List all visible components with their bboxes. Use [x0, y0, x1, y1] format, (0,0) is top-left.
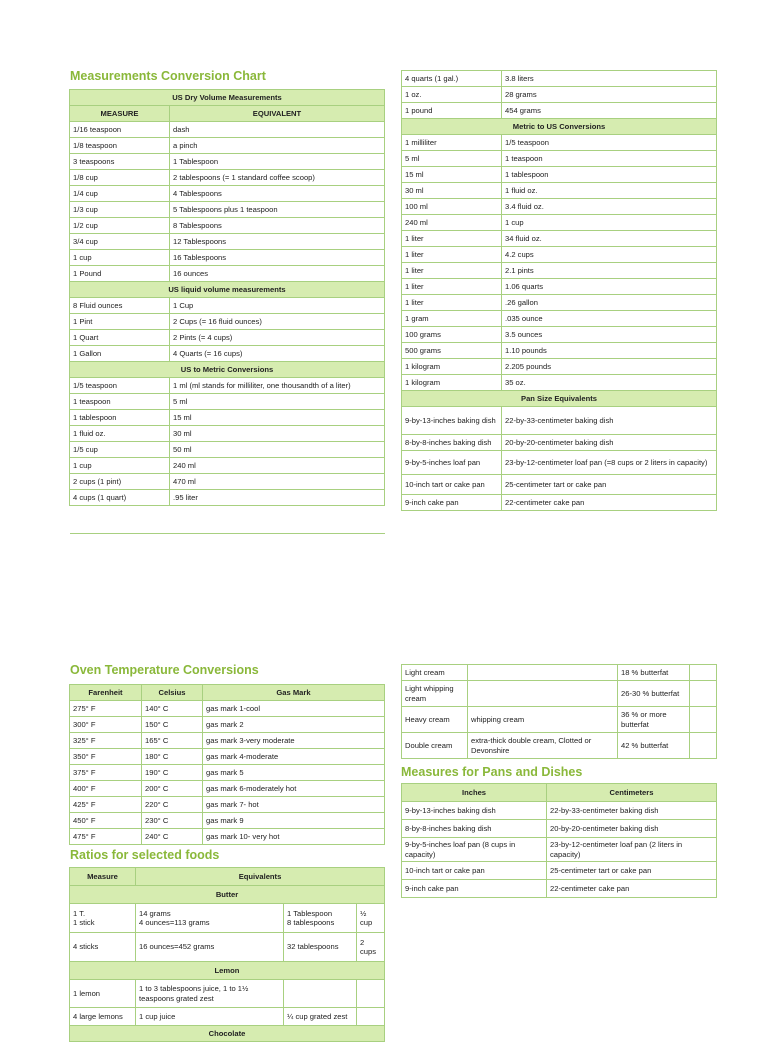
section-divider [70, 533, 385, 534]
table-cell: 20-by-20-centimeter baking dish [547, 820, 717, 838]
table-cell: 35 oz. [502, 375, 717, 391]
table-row [402, 135, 717, 151]
table-row [70, 170, 385, 186]
table-cell: 15 ml [170, 410, 385, 426]
table-cell: 1 liter [402, 263, 502, 279]
table-cell: 1/5 cup [70, 442, 170, 458]
table-cell: Heavy cream [402, 707, 468, 733]
table-cell: 2 Pints (= 4 cups) [170, 330, 385, 346]
table-cell: 1 ml (ml stands for milliliter, one thousandth of a liter) [170, 378, 385, 394]
table-cell: 454 grams [502, 103, 717, 119]
table-row [402, 71, 717, 87]
table-row [402, 733, 717, 759]
pans-table [401, 783, 717, 898]
table-cell: 1 teaspoon [70, 394, 170, 410]
table-cell: 5 Tablespoons plus 1 teaspoon [170, 202, 385, 218]
table-row [70, 781, 385, 797]
table-row [70, 717, 385, 733]
table-cell: gas mark 9 [203, 813, 385, 829]
dry-volume-heading: US Dry Volume Measurements [70, 90, 385, 106]
table-cell: 1 kilogram [402, 375, 502, 391]
table-cell: gas mark 5 [203, 765, 385, 781]
oven-title: Oven Temperature Conversions [70, 663, 259, 677]
pans-rows [402, 802, 717, 898]
table-cell: 240° C [142, 829, 203, 845]
table-cell: 9-by-13-inches baking dish [402, 407, 502, 435]
table-cell: 140° C [142, 701, 203, 717]
table-cell: 1/2 cup [70, 218, 170, 234]
table-cell: 1 cup juice [136, 1008, 284, 1026]
table-cell: .95 liter [170, 490, 385, 506]
table-cell: 275° F [70, 701, 142, 717]
ratios-table [69, 867, 385, 1042]
table-cell: 1 fluid oz. [70, 426, 170, 442]
table-row [70, 250, 385, 266]
table-cell: 22-centimeter cake pan [502, 495, 717, 511]
table-cell: 1 gram [402, 311, 502, 327]
table-row [402, 820, 717, 838]
table-cell: 1/5 teaspoon [70, 378, 170, 394]
table-cell: gas mark 2 [203, 717, 385, 733]
table-cell: 2 cups (1 pint) [70, 474, 170, 490]
table-row [402, 311, 717, 327]
table-cell: 30 ml [402, 183, 502, 199]
table-row [70, 298, 385, 314]
table-row [70, 490, 385, 506]
oven-table [69, 684, 385, 845]
table-cell: 8-by-8-inches baking dish [402, 435, 502, 451]
table-row [402, 359, 717, 375]
table-cell: 4 cups (1 quart) [70, 490, 170, 506]
table-cell: 4 Tablespoons [170, 186, 385, 202]
table-cell: 475° F [70, 829, 142, 845]
table-cell: 2.205 pounds [502, 359, 717, 375]
table-cell: whipping cream [468, 707, 618, 733]
table-cell: Light whipping cream [402, 681, 468, 707]
table-row [402, 87, 717, 103]
table-cell [690, 681, 717, 707]
table-cell: 32 tablespoons [284, 933, 357, 962]
table-cell: a pinch [170, 138, 385, 154]
lemon-heading: Lemon [70, 962, 385, 980]
table-cell: 1 oz. [402, 87, 502, 103]
table-row [70, 749, 385, 765]
table-row [70, 426, 385, 442]
table-cell: 1.10 pounds [502, 343, 717, 359]
table-row [70, 797, 385, 813]
table-cell: 1 liter [402, 231, 502, 247]
table-cell: Double cream [402, 733, 468, 759]
table-cell: 1 kilogram [402, 359, 502, 375]
chocolate-heading: Chocolate [70, 1026, 385, 1042]
table-cell: 36 % or more butterfat [618, 707, 690, 733]
table-cell: 470 ml [170, 474, 385, 490]
table-cell: 22-by-33-centimeter baking dish [502, 407, 717, 435]
table-row [70, 458, 385, 474]
table-row [402, 231, 717, 247]
pan-size-rows [402, 407, 717, 511]
table-cell: 350° F [70, 749, 142, 765]
table-cell: extra-thick double cream, Clotted or Devonshire [468, 733, 618, 759]
table-row [402, 263, 717, 279]
table-row [70, 829, 385, 845]
table-row [70, 733, 385, 749]
table-cell: 230° C [142, 813, 203, 829]
table-cell: 1 Quart [70, 330, 170, 346]
table-cell: 1 Gallon [70, 346, 170, 362]
table-cell: 1/3 cup [70, 202, 170, 218]
oven-rows [70, 701, 385, 845]
table-cell: 3.5 ounces [502, 327, 717, 343]
table-cell: 1/5 teaspoon [502, 135, 717, 151]
table-row [402, 327, 717, 343]
table-cell: 4 sticks [70, 933, 136, 962]
table-cell: 300° F [70, 717, 142, 733]
table-row [402, 435, 717, 451]
table-row [70, 218, 385, 234]
ratio-equivalents-header: Equivalents [136, 868, 385, 886]
conversion-chart-title: Measurements Conversion Chart [70, 69, 266, 83]
dry-volume-rows [70, 122, 385, 282]
gas-mark-header: Gas Mark [203, 685, 385, 701]
table-cell: 1 Pint [70, 314, 170, 330]
table-cell: 240 ml [402, 215, 502, 231]
table-row [402, 167, 717, 183]
table-row [70, 474, 385, 490]
table-cell: 1/8 cup [70, 170, 170, 186]
butter-rows [70, 904, 385, 962]
table-row [402, 215, 717, 231]
table-cell: 375° F [70, 765, 142, 781]
table-cell: 10-inch tart or cake pan [402, 862, 547, 880]
table-cell: 180° C [142, 749, 203, 765]
table-cell: 190° C [142, 765, 203, 781]
table-row [70, 186, 385, 202]
equivalent-header: EQUIVALENT [170, 106, 385, 122]
table-row [70, 266, 385, 282]
centimeters-header: Centimeters [547, 784, 717, 802]
table-row [70, 346, 385, 362]
table-cell: 5 ml [402, 151, 502, 167]
table-row [402, 407, 717, 435]
table-cell: 2 tablespoons (= 1 standard coffee scoop) [170, 170, 385, 186]
table-row [402, 880, 717, 898]
table-row [70, 813, 385, 829]
table-cell: 1/4 cup [70, 186, 170, 202]
table-cell: 14 grams 4 ounces=113 grams [136, 904, 284, 933]
table-cell: 15 ml [402, 167, 502, 183]
metric-to-us-heading: Metric to US Conversions [402, 119, 717, 135]
table-cell: 1/16 teaspoon [70, 122, 170, 138]
table-cell: 22-by-33-centimeter baking dish [547, 802, 717, 820]
table-row [402, 103, 717, 119]
table-cell: 1 teaspoon [502, 151, 717, 167]
table-cell: 10-inch tart or cake pan [402, 475, 502, 495]
table-cell: 1 cup [70, 250, 170, 266]
table-row [70, 904, 385, 933]
table-row [402, 199, 717, 215]
table-row [70, 394, 385, 410]
table-cell: 42 % butterfat [618, 733, 690, 759]
table-cell: 3/4 cup [70, 234, 170, 250]
table-cell: gas mark 4-moderate [203, 749, 385, 765]
table-cell: 16 ounces [170, 266, 385, 282]
table-cell: 200° C [142, 781, 203, 797]
table-row [70, 980, 385, 1008]
table-cell: 1 to 3 tablespoons juice, 1 to 1½ teaspoons grated zest [136, 980, 284, 1008]
table-row [402, 183, 717, 199]
table-cell: 1 liter [402, 295, 502, 311]
table-cell: gas mark 6-moderately hot [203, 781, 385, 797]
table-row [70, 202, 385, 218]
table-cell: Light cream [402, 665, 468, 681]
table-row [70, 933, 385, 962]
us-to-metric-rows [70, 378, 385, 506]
table-cell: 100 grams [402, 327, 502, 343]
table-cell: gas mark 10- very hot [203, 829, 385, 845]
celsius-header: Celsius [142, 685, 203, 701]
table-cell: 1 cup [70, 458, 170, 474]
table-cell: 9-by-5-inches loaf pan [402, 451, 502, 475]
table-cell: 3.4 fluid oz. [502, 199, 717, 215]
table-row [402, 862, 717, 880]
table-row [402, 475, 717, 495]
table-cell [284, 980, 357, 1008]
table-cell: 1 Tablespoon 8 tablespoons [284, 904, 357, 933]
table-cell: 4 large lemons [70, 1008, 136, 1026]
table-row [402, 665, 717, 681]
table-row [70, 314, 385, 330]
table-cell: 23-by-12-centimeter loaf pan (2 liters in capacity) [547, 838, 717, 862]
table-cell: 16 ounces=452 grams [136, 933, 284, 962]
table-cell: .26 gallon [502, 295, 717, 311]
table-row [70, 330, 385, 346]
table-cell: 1 milliliter [402, 135, 502, 151]
table-row [70, 154, 385, 170]
table-cell: 1 tablespoon [502, 167, 717, 183]
table-cell: 1 lemon [70, 980, 136, 1008]
table-row [70, 701, 385, 717]
table-cell [468, 681, 618, 707]
table-cell: 1 liter [402, 247, 502, 263]
table-cell: 240 ml [170, 458, 385, 474]
table-cell: 1 pound [402, 103, 502, 119]
table-cell: 8 Tablespoons [170, 218, 385, 234]
table-cell: 4 Quarts (= 16 cups) [170, 346, 385, 362]
table-cell: 3 teaspoons [70, 154, 170, 170]
table-cell: ¼ cup grated zest [284, 1008, 357, 1026]
ratios-title: Ratios for selected foods [70, 848, 220, 862]
table-cell: 9-inch cake pan [402, 880, 547, 898]
table-row [402, 247, 717, 263]
table-row [402, 151, 717, 167]
table-cell [690, 733, 717, 759]
metric-to-us-rows [402, 135, 717, 391]
table-row [402, 279, 717, 295]
liquid-volume-rows [70, 298, 385, 362]
weight-rows [402, 71, 717, 119]
table-cell: 4 quarts (1 gal.) [402, 71, 502, 87]
table-cell: 325° F [70, 733, 142, 749]
table-cell: 28 grams [502, 87, 717, 103]
table-cell: 50 ml [170, 442, 385, 458]
table-cell: 1 Tablespoon [170, 154, 385, 170]
table-cell: 1/8 teaspoon [70, 138, 170, 154]
table-row [70, 410, 385, 426]
table-cell [357, 980, 385, 1008]
table-cell [357, 1008, 385, 1026]
conversion-table [69, 89, 385, 506]
butter-heading: Butter [70, 886, 385, 904]
cream-table [401, 664, 717, 759]
liquid-volume-heading: US liquid volume measurements [70, 282, 385, 298]
table-row [402, 451, 717, 475]
table-cell: 2 cups [357, 933, 385, 962]
table-cell: 22-centimeter cake pan [547, 880, 717, 898]
table-cell: gas mark 3-very moderate [203, 733, 385, 749]
table-cell: 8 Fluid ounces [70, 298, 170, 314]
table-cell: 3.8 liters [502, 71, 717, 87]
table-cell: 1 liter [402, 279, 502, 295]
table-cell: .035 ounce [502, 311, 717, 327]
table-row [70, 378, 385, 394]
measure-header: MEASURE [70, 106, 170, 122]
table-cell: 220° C [142, 797, 203, 813]
pan-size-heading: Pan Size Equivalents [402, 391, 717, 407]
table-cell: dash [170, 122, 385, 138]
table-cell: 1 Pound [70, 266, 170, 282]
table-cell: 25-centimeter tart or cake pan [502, 475, 717, 495]
table-cell [690, 665, 717, 681]
ratio-measure-header: Measure [70, 868, 136, 886]
table-cell: 26-30 % butterfat [618, 681, 690, 707]
table-cell: 23-by-12-centimeter loaf pan (=8 cups or 2 liters in capacity) [502, 451, 717, 475]
table-cell: 30 ml [170, 426, 385, 442]
table-cell: 12 Tablespoons [170, 234, 385, 250]
table-cell: 25-centimeter tart or cake pan [547, 862, 717, 880]
table-cell: 1 Cup [170, 298, 385, 314]
table-cell: gas mark 1-cool [203, 701, 385, 717]
table-cell: 165° C [142, 733, 203, 749]
table-row [70, 234, 385, 250]
table-cell: 1 tablespoon [70, 410, 170, 426]
table-row [402, 343, 717, 359]
table-row [70, 122, 385, 138]
table-cell: 500 grams [402, 343, 502, 359]
table-cell [690, 707, 717, 733]
table-cell: 34 fluid oz. [502, 231, 717, 247]
table-cell: gas mark 7- hot [203, 797, 385, 813]
table-cell: 150° C [142, 717, 203, 733]
us-to-metric-heading: US to Metric Conversions [70, 362, 385, 378]
table-cell: 2.1 pints [502, 263, 717, 279]
table-cell: 400° F [70, 781, 142, 797]
table-row [402, 838, 717, 862]
table-row [402, 495, 717, 511]
table-cell [468, 665, 618, 681]
table-row [70, 1008, 385, 1026]
metric-conversion-table [401, 70, 717, 511]
table-row [402, 375, 717, 391]
table-cell: 8-by-8-inches baking dish [402, 820, 547, 838]
table-row [402, 295, 717, 311]
table-cell: ½ cup [357, 904, 385, 933]
table-cell: 9-by-5-inches loaf pan (8 cups in capacity) [402, 838, 547, 862]
table-row [402, 802, 717, 820]
pans-title: Measures for Pans and Dishes [401, 765, 583, 779]
lemon-rows [70, 980, 385, 1026]
table-cell: 1 T. 1 stick [70, 904, 136, 933]
table-row [70, 765, 385, 781]
table-cell: 100 ml [402, 199, 502, 215]
inches-header: Inches [402, 784, 547, 802]
table-cell: 2 Cups (= 16 fluid ounces) [170, 314, 385, 330]
table-cell: 1 fluid oz. [502, 183, 717, 199]
cream-rows [402, 665, 717, 759]
farenheit-header: Farenheit [70, 685, 142, 701]
table-cell: 20-by-20-centimeter baking dish [502, 435, 717, 451]
table-cell: 5 ml [170, 394, 385, 410]
table-cell: 1 cup [502, 215, 717, 231]
table-cell: 450° F [70, 813, 142, 829]
table-row [402, 707, 717, 733]
table-cell: 4.2 cups [502, 247, 717, 263]
table-row [70, 442, 385, 458]
table-cell: 9-inch cake pan [402, 495, 502, 511]
table-cell: 16 Tablespoons [170, 250, 385, 266]
table-row [70, 138, 385, 154]
table-cell: 425° F [70, 797, 142, 813]
table-row [402, 681, 717, 707]
table-cell: 1.06 quarts [502, 279, 717, 295]
table-cell: 9-by-13-inches baking dish [402, 802, 547, 820]
table-cell: 18 % butterfat [618, 665, 690, 681]
